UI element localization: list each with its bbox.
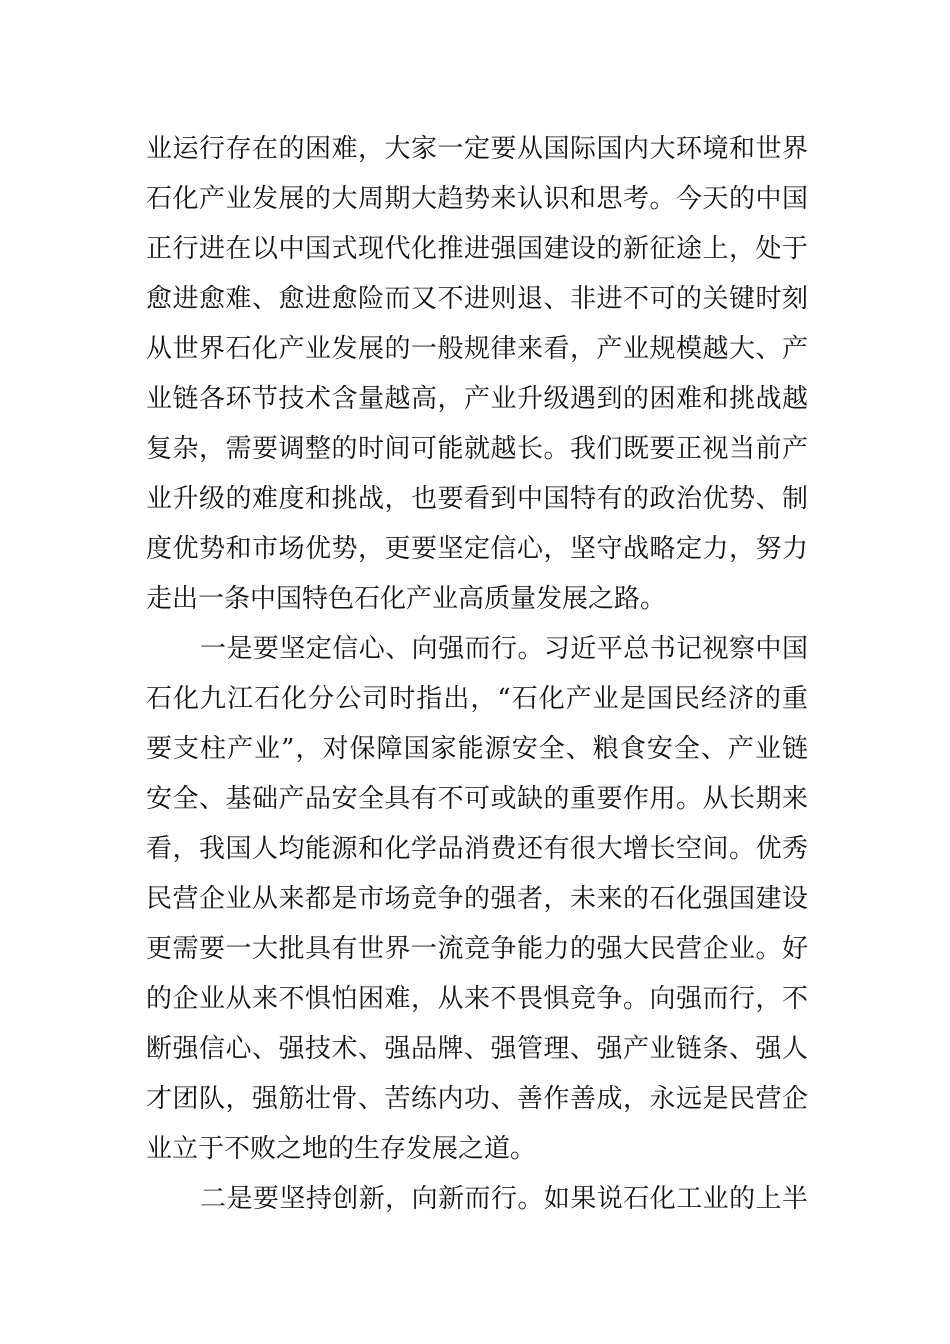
text-line: 要支柱产业”，对保障国家能源安全、粮食安全、产业链 — [146, 734, 808, 764]
text-line: 业升级的难度和挑战，也要看到中国特有的政治优势、制 — [146, 484, 808, 514]
text-line: 安全、基础产品安全具有不可或缺的重要作用。从长期来 — [146, 784, 808, 814]
text-line: 更需要一大批具有世界一流竞争能力的强大民营企业。好 — [146, 934, 808, 964]
text-line: 民营企业从来都是市场竞争的强者，未来的石化强国建设 — [146, 884, 808, 914]
text-line: 业运行存在的困难，大家一定要从国际国内大环境和世界 — [146, 134, 808, 164]
paragraph-start-line: 二是要坚持创新，向新而行。如果说石化工业的上半 — [200, 1184, 808, 1214]
text-line: 石化产业发展的大周期大趋势来认识和思考。今天的中国 — [146, 184, 808, 214]
text-line: 石化九江石化分公司时指出，“石化产业是国民经济的重 — [146, 684, 808, 714]
text-line: 度优势和市场优势，更要坚定信心，坚守战略定力，努力 — [146, 534, 808, 564]
text-line: 从世界石化产业发展的一般规律来看，产业规模越大、产 — [146, 334, 808, 364]
text-line: 走出一条中国特色石化产业高质量发展之路。 — [146, 584, 667, 614]
text-line: 的企业从来不惧怕困难，从来不畏惧竞争。向强而行，不 — [146, 984, 808, 1014]
text-line: 看，我国人均能源和化学品消费还有很大增长空间。优秀 — [146, 834, 808, 864]
text-line: 业链各环节技术含量越高，产业升级遇到的困难和挑战越 — [146, 384, 808, 414]
text-line: 正行进在以中国式现代化推进强国建设的新征途上，处于 — [146, 234, 808, 264]
text-line: 复杂，需要调整的时间可能就越长。我们既要正视当前产 — [146, 434, 808, 464]
paragraph-start-line: 一是要坚定信心、向强而行。习近平总书记视察中国 — [200, 634, 808, 664]
text-line: 才团队，强筋壮骨、苦练内功、善作善成，永远是民营企 — [146, 1084, 808, 1114]
text-line: 断强信心、强技术、强品牌、强管理、强产业链条、强人 — [146, 1034, 808, 1064]
body-text — [146, 124, 808, 1224]
text-line: 业立于不败之地的生存发展之道。 — [146, 1134, 537, 1164]
text-line: 愈进愈难、愈进愈险而又不进则退、非进不可的关键时刻 — [146, 284, 808, 314]
